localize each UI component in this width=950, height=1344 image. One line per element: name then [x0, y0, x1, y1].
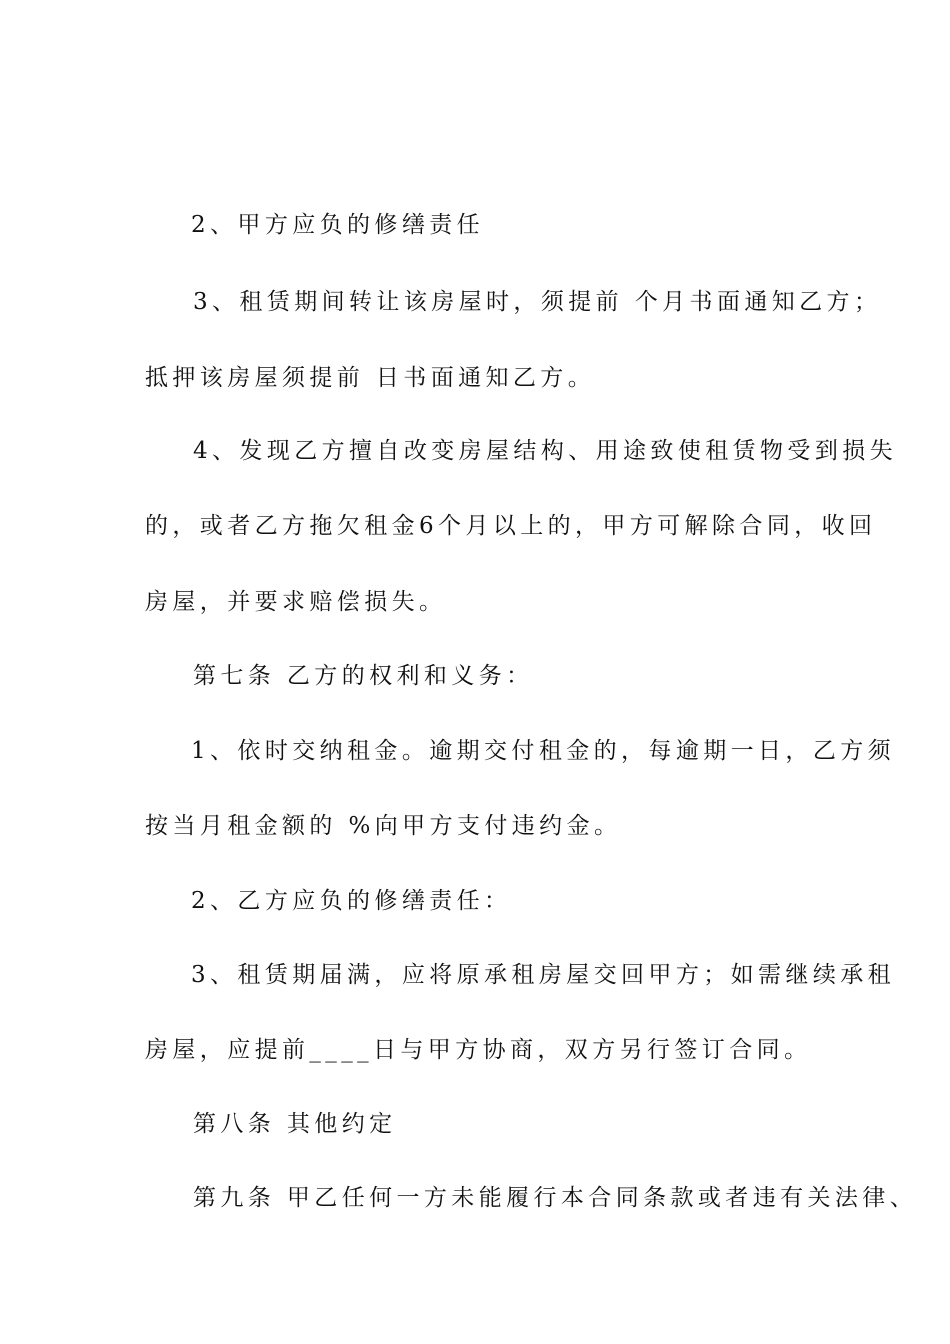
- paragraph-termination-conditions-cont: 的，或者乙方拖欠租金6个月以上的，甲方可解除合同，收回: [145, 513, 877, 539]
- paragraph-termination-conditions: 4、发现乙方擅自改变房屋结构、用途致使租赁物受到损失: [193, 438, 898, 464]
- paragraph-rent-payment-cont: 按当月租金额的 %向甲方支付违约金。: [145, 813, 622, 839]
- paragraph-rent-payment: 1、依时交纳租金。逾期交付租金的，每逾期一日，乙方须: [191, 738, 896, 764]
- paragraph-lease-expiry: 3、租赁期届满，应将原承租房屋交回甲方；如需继续承租: [191, 962, 896, 988]
- paragraph-transfer-notice: 3、租赁期间转让该房屋时，须提前 个月书面通知乙方；: [193, 289, 882, 315]
- paragraph-lease-expiry-cont: 房屋，应提前____日与甲方协商，双方另行签订合同。: [145, 1037, 812, 1063]
- article-seven-heading: 第七条 乙方的权利和义务：: [193, 663, 534, 689]
- paragraph-landlord-repair-duty: 2、甲方应负的修缮责任: [191, 212, 485, 238]
- paragraph-termination-conditions-end: 房屋，并要求赔偿损失。: [145, 589, 447, 615]
- paragraph-tenant-repair-duty: 2、乙方应负的修缮责任：: [191, 888, 512, 914]
- article-nine-paragraph: 第九条 甲乙任何一方未能履行本合同条款或者违有关法律、: [193, 1185, 918, 1211]
- article-eight-heading: 第八条 其他约定: [193, 1111, 397, 1137]
- paragraph-transfer-notice-cont: 抵押该房屋须提前 日书面通知乙方。: [145, 365, 596, 391]
